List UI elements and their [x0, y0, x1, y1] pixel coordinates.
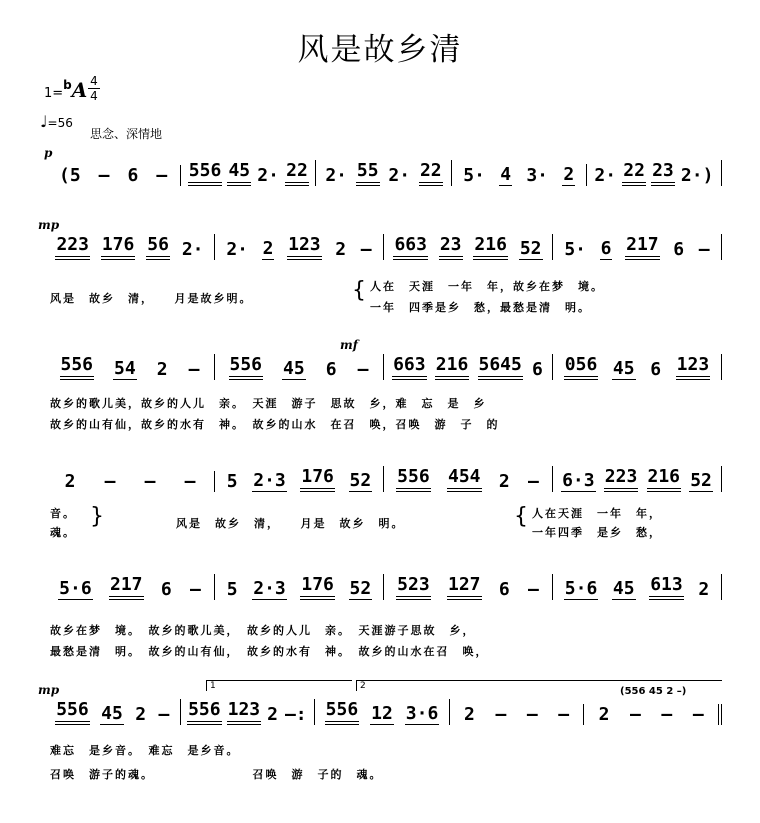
- note-group: 2·: [388, 165, 411, 186]
- note-group: 127: [447, 574, 482, 600]
- lyric-line: 故乡的山有仙，故乡的水有 神。 故乡的山水 在召 唤，召唤 游 子 的: [50, 418, 500, 431]
- note-group: –: [144, 471, 156, 492]
- note-group: 23: [651, 160, 675, 186]
- note-group: 6: [600, 238, 612, 259]
- note-group: –: [630, 704, 641, 725]
- note-group: 2·3: [253, 578, 286, 599]
- note-group: 6·3: [562, 470, 595, 491]
- note-group: –: [156, 165, 168, 186]
- note-group: 2: [64, 471, 76, 492]
- measure: [181, 160, 316, 186]
- lyric-line: 最愁是清 明。 故乡的山有仙， 故乡的水有 神。 故乡的山水在召 唤，: [50, 645, 489, 658]
- measure: [450, 704, 585, 725]
- measure: [46, 234, 215, 260]
- note-group: 6: [498, 579, 510, 600]
- lyric-line: 风是 故乡 清， 月是 故乡 明。: [176, 517, 405, 530]
- note-group: 6: [160, 579, 172, 600]
- note-group: 2: [267, 704, 278, 725]
- dynamic-mp: mp: [38, 683, 60, 697]
- note-group: –: [158, 704, 170, 725]
- note-group: 6: [325, 359, 337, 380]
- note-group: 45: [612, 358, 635, 379]
- note-group: 3·: [526, 165, 549, 186]
- note-group: 2: [563, 164, 575, 185]
- note-group: –: [527, 579, 539, 600]
- note-group: –: [692, 704, 704, 725]
- dynamic-p: p: [44, 146, 53, 160]
- note-group: 217: [625, 234, 660, 260]
- note-group: 556: [396, 466, 431, 492]
- lyric-line: 难忘 是乡音。 难忘 是乡音。: [50, 744, 240, 757]
- note-group: –: [357, 359, 369, 380]
- lyric-verse-2: 一年四季 是乡 愁，: [532, 526, 662, 539]
- measure: [452, 164, 587, 186]
- measure: [46, 574, 215, 600]
- note-group: –: [661, 704, 673, 725]
- time-signature: [88, 74, 100, 103]
- note-group: 556: [60, 354, 95, 380]
- measure: [215, 354, 384, 380]
- note-group: 2: [464, 704, 475, 725]
- note-group: –: [184, 471, 196, 492]
- measure: [553, 574, 722, 600]
- measure: [384, 354, 553, 380]
- note-group: 5: [226, 579, 238, 600]
- song-title: 风是故乡清: [297, 32, 463, 68]
- measure: [215, 574, 384, 600]
- time-top: 4: [90, 74, 98, 88]
- note-group: 6: [127, 165, 139, 186]
- note-group: –: [558, 704, 570, 725]
- key-tonic: A: [71, 78, 88, 102]
- note-group: 217: [109, 574, 144, 600]
- note-group: 056: [564, 354, 599, 380]
- note-group: 2: [598, 704, 610, 725]
- note-group: 5·: [463, 165, 485, 186]
- measure: [46, 354, 215, 380]
- note-group: 123: [676, 354, 711, 380]
- note-group: 52: [690, 470, 712, 491]
- note-group: 3·6: [405, 703, 439, 724]
- note-group: 52: [519, 238, 542, 259]
- note-group: 2·: [257, 165, 279, 186]
- lyric-verse-1: 人在 天涯 一年 年，故乡在梦 境。: [370, 280, 604, 293]
- note-group: –: [527, 471, 539, 492]
- note-group: 56: [146, 234, 170, 260]
- measure: [46, 165, 181, 186]
- measure: [553, 466, 722, 492]
- tempo-value: =56: [47, 116, 73, 130]
- note-group: 2·: [181, 239, 204, 260]
- note-group: –: [188, 359, 200, 380]
- note-group: 2·: [594, 165, 617, 186]
- note-group: –: [698, 239, 710, 260]
- verse-brace: {: [514, 504, 528, 529]
- note-group: 45: [101, 703, 123, 724]
- note-group: 2·): [680, 165, 714, 186]
- tempo-marking: [40, 112, 73, 131]
- note-group: 223: [55, 234, 90, 260]
- note-group: 52: [349, 470, 372, 491]
- note-group: 6: [673, 239, 685, 260]
- measure: [316, 160, 451, 186]
- note-group: 22: [419, 160, 443, 186]
- measure: [587, 160, 722, 186]
- note-group: 5·6: [564, 578, 598, 599]
- note-group: 216: [647, 466, 682, 492]
- note-group: 123: [287, 234, 322, 260]
- verse-brace: }: [90, 504, 104, 529]
- note-group: –: [189, 579, 201, 600]
- lyric-verse-1: 人在天涯 一年 年，: [532, 507, 662, 520]
- note-group: 54: [114, 358, 136, 379]
- note-group: 55: [356, 160, 380, 186]
- measure: [181, 699, 316, 725]
- measure: [384, 466, 553, 492]
- note-group: –: [98, 165, 110, 186]
- lyric-line: 故乡在梦 境。 故乡的歌儿美， 故乡的人儿 亲。 天涯游子思故 乡，: [50, 624, 476, 637]
- lyric-line: 召唤 游子的魂。 召唤 游 子的 魂。: [50, 768, 383, 781]
- time-bottom: 4: [90, 89, 98, 103]
- note-group: 663: [393, 234, 428, 260]
- note-group: 176: [101, 234, 136, 260]
- note-group: 52: [349, 578, 372, 599]
- note-group: 2·3: [253, 470, 286, 491]
- note-group: 23: [439, 234, 463, 260]
- measure: [553, 234, 722, 260]
- expression-marking: 思念、深情地: [90, 127, 163, 141]
- measure: [315, 699, 450, 725]
- measure: [46, 471, 215, 492]
- note-group: 2: [262, 238, 274, 259]
- quarter-note-icon: ♩: [40, 112, 48, 131]
- note-group: 223: [604, 466, 639, 492]
- note-group: 5: [226, 471, 238, 492]
- lyric-line: 风是 故乡 清， 月是故乡明。: [50, 292, 253, 305]
- note-group: 556: [188, 160, 223, 186]
- lyric-line: 音。: [50, 507, 76, 520]
- note-group: –: [526, 704, 538, 725]
- measure: [584, 704, 722, 725]
- note-group: 454: [447, 466, 482, 492]
- dynamic-mf: mf: [340, 338, 358, 352]
- volta-bracket-1: 1: [206, 680, 352, 691]
- note-group: 176: [300, 466, 335, 492]
- note-group: 2·: [325, 165, 348, 186]
- dynamic-mp: mp: [38, 218, 60, 232]
- coda-phrase: (556 45 2 –): [620, 686, 687, 697]
- note-group: 556: [187, 699, 222, 725]
- note-group: 5·: [564, 239, 586, 260]
- note-group: 216: [435, 354, 470, 380]
- note-group: 6: [532, 359, 543, 380]
- note-group: –: [360, 239, 372, 260]
- measure: [384, 234, 553, 260]
- measure: [215, 234, 384, 260]
- note-group: 123: [227, 699, 262, 725]
- note-group: 12: [371, 703, 393, 724]
- measure: [215, 466, 384, 492]
- note-group: 176: [300, 574, 335, 600]
- note-group: 2: [335, 239, 347, 260]
- note-group: 22: [285, 160, 309, 186]
- measure: [553, 354, 722, 380]
- measure: [46, 699, 181, 725]
- note-group: –: [104, 471, 116, 492]
- note-group: –:: [284, 704, 307, 725]
- note-group: 45: [283, 358, 305, 379]
- lyric-line: 魂。: [50, 526, 76, 539]
- note-group: 5645: [478, 354, 523, 380]
- note-group: 6: [650, 359, 662, 380]
- note-group: (5: [58, 165, 81, 186]
- verse-brace: {: [352, 278, 366, 303]
- note-group: 4: [500, 164, 512, 185]
- note-group: 2: [498, 471, 510, 492]
- measure: [384, 574, 553, 600]
- key-prefix: 1=: [44, 86, 64, 101]
- note-group: 556: [325, 699, 360, 725]
- note-group: 663: [392, 354, 427, 380]
- note-group: 45: [227, 160, 251, 186]
- note-group: 22: [622, 160, 646, 186]
- note-group: 556: [229, 354, 264, 380]
- note-group: 523: [396, 574, 431, 600]
- volta-bracket-2: 2: [356, 680, 722, 691]
- note-group: 2: [135, 704, 147, 725]
- note-group: 613: [649, 574, 684, 600]
- flat-sign: b: [63, 78, 72, 92]
- note-group: 2: [156, 359, 168, 380]
- note-group: 45: [612, 578, 635, 599]
- note-group: 556: [55, 699, 90, 725]
- note-group: 2·: [226, 239, 248, 260]
- note-group: –: [495, 704, 507, 725]
- lyric-line: 故乡的歌儿美，故乡的人儿 亲。 天涯 游子 思故 乡，难 忘 是 乡: [50, 397, 487, 410]
- note-group: 5·6: [59, 578, 92, 599]
- note-group: 216: [473, 234, 508, 260]
- note-group: 2: [698, 579, 710, 600]
- lyric-verse-2: 一年 四季是乡 愁，最愁是清 明。: [370, 301, 591, 314]
- key-signature: [44, 78, 87, 102]
